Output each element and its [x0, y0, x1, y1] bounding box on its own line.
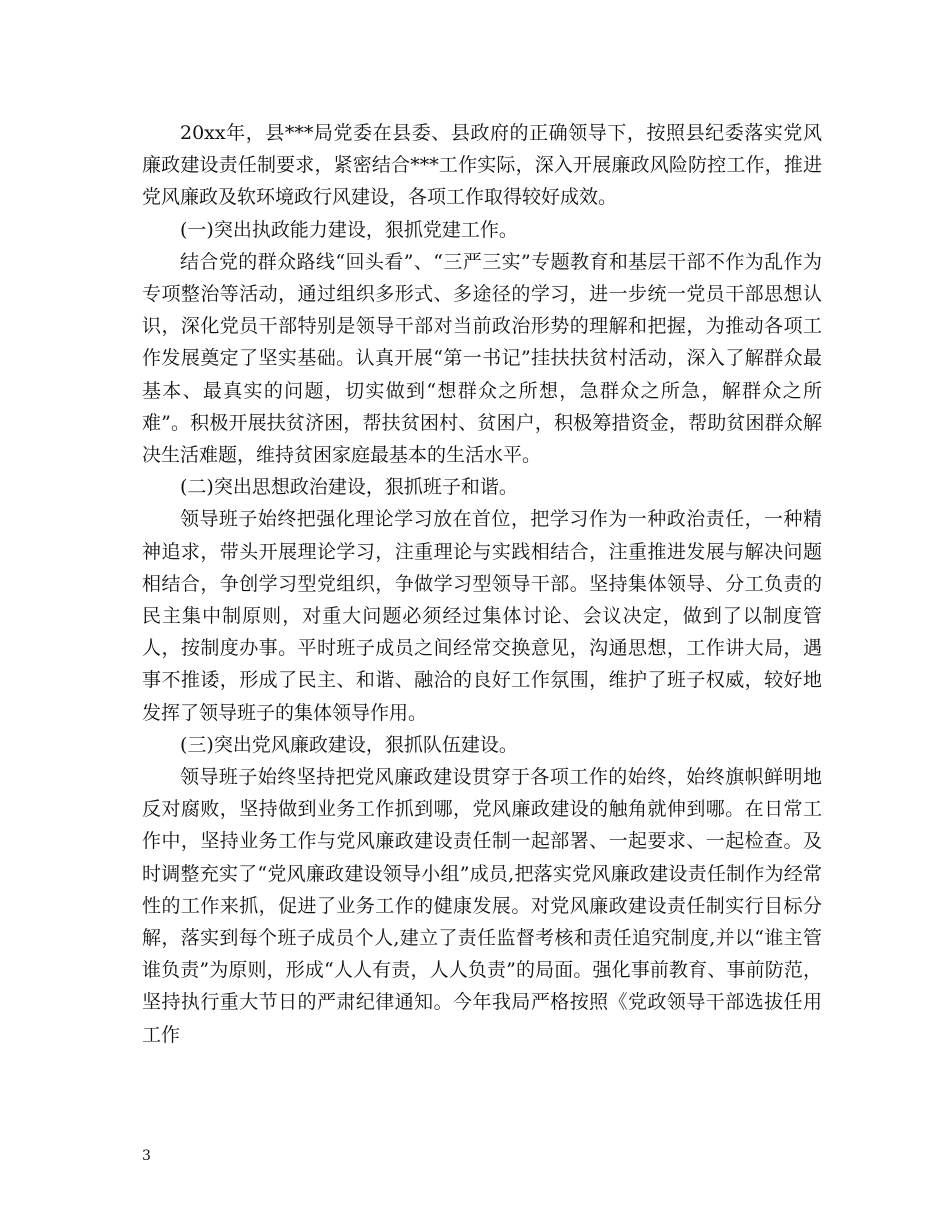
page-number: 3	[142, 1148, 151, 1164]
document-body	[142, 117, 822, 1051]
section-heading-1: (一)突出执政能力建设，狠抓党建工作。	[180, 218, 518, 241]
paragraph-section-1: 结合党的群众路线“回头看”、“三严三实”专题教育和基层干部不作为乱作为专项整治等活动，通过组织多形式、多途径的学习，进一步统一党员干部思想认识，深化党员干部特别是领导干部对当前政治形势的理解和把握，为推动各项工作发展奠定了坚实基础。认真开展“第一书记”挂扶扶贫村活动，深入了解群众最基本、最真实的问题，切实做到“想群众之所想，急群众之所急，解群众之所难”。积极开展扶贫济困，帮扶贫困村、贫困户，积极筹措资金，帮助贫困群众解决生活难题，维持贫困家庭最基本的生活水平。	[142, 250, 822, 467]
section-heading-2: (二)突出思想政治建设，狠抓班子和谐。	[180, 476, 518, 499]
paragraph-intro: 20xx年，县***局党委在县委、县政府的正确领导下，按照县纪委落实党风廉政建设责任制要求，紧密结合***工作实际，深入开展廉政风险防控工作，推进党风廉政及软环境政行风建设，各项工作取得较好成效。	[142, 122, 822, 209]
paragraph-section-2: 领导班子始终把强化理论学习放在首位，把学习作为一种政治责任，一种精神追求，带头开展理论学习，注重理论与实践相结合，注重推进发展与解决问题相结合，争创学习型党组织，争做学习型领导干部。坚持集体领导、分工负责的民主集中制原则，对重大问题必须经过集体讨论、会议决定，做到了以制度管人，按制度办事。平时班子成员之间经常交换意见，沟通思想，工作讲大局，遇事不推诿，形成了民主、和谐、融洽的良好工作氛围，维护了班子权威，较好地发挥了领导班子的集体领导作用。	[142, 508, 822, 724]
section-heading-3: (三)突出党风廉政建设，狠抓队伍建设。	[180, 733, 518, 756]
paragraph-section-3: 领导班子始终坚持把党风廉政建设贯穿于各项工作的始终，始终旗帜鲜明地反对腐败，坚持做到业务工作抓到哪，党风廉政建设的触角就伸到哪。在日常工作中，坚持业务工作与党风廉政建设责任制一起部署、一起要求、一起检查。及时调整充实了“党风廉政建设领导小组”成员,把落实党风廉政建设责任制作为经常性的工作来抓，促进了业务工作的健康发展。对党风廉政建设责任制实行目标分解，落实到每个班子成员个人,建立了责任监督考核和责任追究制度,并以“谁主管谁负责”为原则，形成“人人有责，人人负责”的局面。强化事前教育、事前防范，坚持执行重大节日的严肃纪律通知。今年我局严格按照《党政领导干部选拔任用工作	[142, 766, 822, 1046]
